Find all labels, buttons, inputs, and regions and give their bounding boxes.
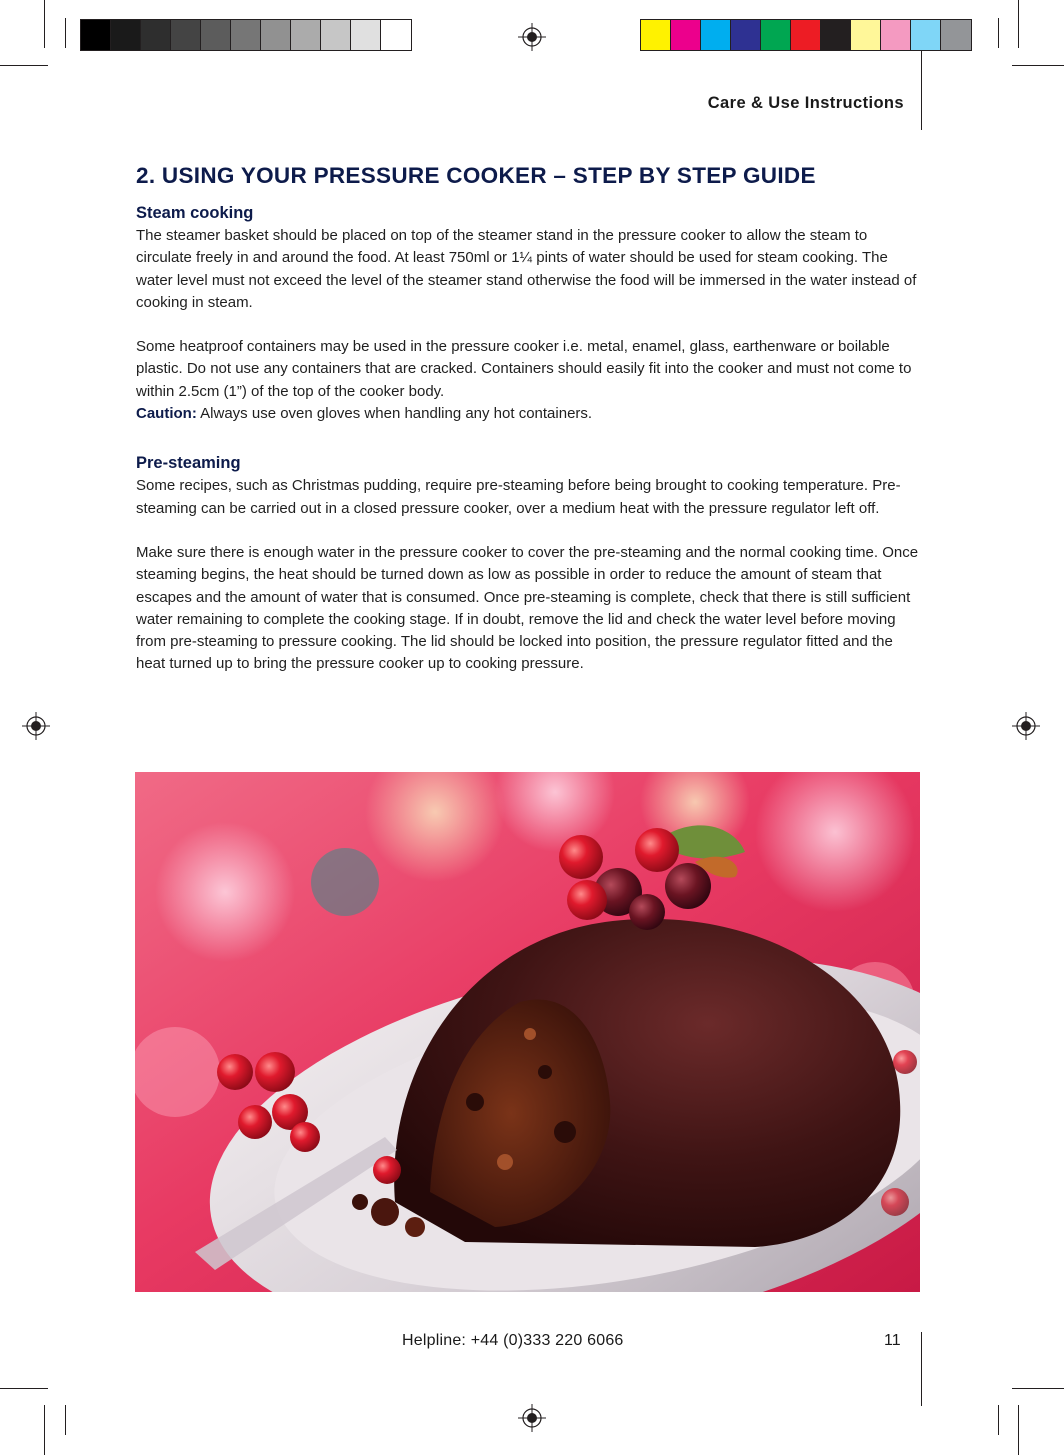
color-swatch (171, 20, 201, 50)
caution-note (136, 403, 926, 425)
color-swatch (321, 20, 351, 50)
crop-mark (1012, 1388, 1064, 1389)
crop-mark (0, 1388, 48, 1389)
main-content (136, 163, 926, 676)
color-swatch (641, 20, 671, 50)
crop-mark (0, 65, 48, 66)
crop-mark (1018, 0, 1019, 48)
pre-steaming-paragraph-2: Make sure there is enough water in the pressure cooker to cover the pre-steaming and the normal cooking time. Once steaming begins, the heat should be turned down as low as possible in order to reduce the amount of steam that escapes and the amount of water that is consumed. Once pre-steaming is complete, check that there is still sufficient water remaining to complete the cooking stage. If in doubt, remove the lid and check the water level before moving from pre-steaming to pressure cooking. The lid should be locked into position, the pressure regulator fitted and the heat turned up to bring the pressure cooker up to cooking pressure. (136, 543, 919, 673)
crop-mark (921, 1332, 922, 1406)
grey-color-bar (80, 19, 412, 51)
steam-cooking-paragraph-1: The steamer basket should be placed on top of the steamer stand in the pressure cooker to allow the steam to circulate freely in and around the food. At least 750ml or 1¼ pints of water should be used for steam cooking. The water level must not exceed the level of the steamer stand otherwise the food will be immersed in the water instead of cooking in steam. (136, 227, 917, 311)
color-swatch (81, 20, 111, 50)
crop-mark (998, 18, 999, 48)
helpline: Helpline: +44 (0)333 220 6066 (402, 1332, 624, 1349)
color-swatch (761, 20, 791, 50)
steam-cooking-heading: Steam cooking (136, 204, 254, 222)
crop-mark (921, 48, 922, 130)
registration-mark-icon (22, 712, 50, 740)
registration-mark-icon (518, 23, 546, 51)
color-swatch (351, 20, 381, 50)
registration-mark-icon (1012, 712, 1040, 740)
color-swatch (261, 20, 291, 50)
crop-mark (65, 1405, 66, 1435)
registration-mark-icon (518, 1404, 546, 1432)
color-swatch (851, 20, 881, 50)
color-swatch (881, 20, 911, 50)
crop-mark (65, 18, 66, 48)
crop-mark (998, 1405, 999, 1435)
crop-mark (1012, 65, 1064, 66)
color-swatch (941, 20, 971, 50)
page-number: 11 (884, 1332, 901, 1349)
color-swatch (701, 20, 731, 50)
color-swatch (671, 20, 701, 50)
running-head: Care & Use Instructions (707, 94, 904, 112)
crop-mark (44, 1405, 45, 1455)
caution-text: Always use oven gloves when handling any hot containers. (196, 405, 593, 423)
pre-steaming-paragraph-1: Some recipes, such as Christmas pudding, require pre-steaming before being brought to cooking temperature. Pre-steaming can be carried out in a closed pressure cooker, over a medium heat with the pressure regulator left off. (136, 477, 901, 517)
christmas-pudding-photo (135, 772, 920, 1292)
color-swatch (791, 20, 821, 50)
color-swatch (911, 20, 941, 50)
color-swatch (821, 20, 851, 50)
color-swatch (141, 20, 171, 50)
color-swatch (231, 20, 261, 50)
color-swatch (291, 20, 321, 50)
color-swatch (731, 20, 761, 50)
crop-mark (1018, 1405, 1019, 1455)
color-swatch (201, 20, 231, 50)
color-swatch (381, 20, 411, 50)
steam-cooking-paragraph-2: Some heatproof containers may be used in the pressure cooker i.e. metal, enamel, glass, earthenware or boilable plastic. Do not use any containers that are cracked. Containers should easily fit into the cooker and must not come to within 2.5cm (1”) of the top of the cooker body. (136, 338, 912, 400)
caution-label: Caution: (136, 405, 197, 423)
pre-steaming-heading: Pre-steaming (136, 454, 241, 473)
process-color-bar (640, 19, 972, 51)
section-title: 2. USING YOUR PRESSURE COOKER – STEP BY STEP GUIDE (136, 163, 816, 188)
crop-mark (44, 0, 45, 48)
color-swatch (111, 20, 141, 50)
